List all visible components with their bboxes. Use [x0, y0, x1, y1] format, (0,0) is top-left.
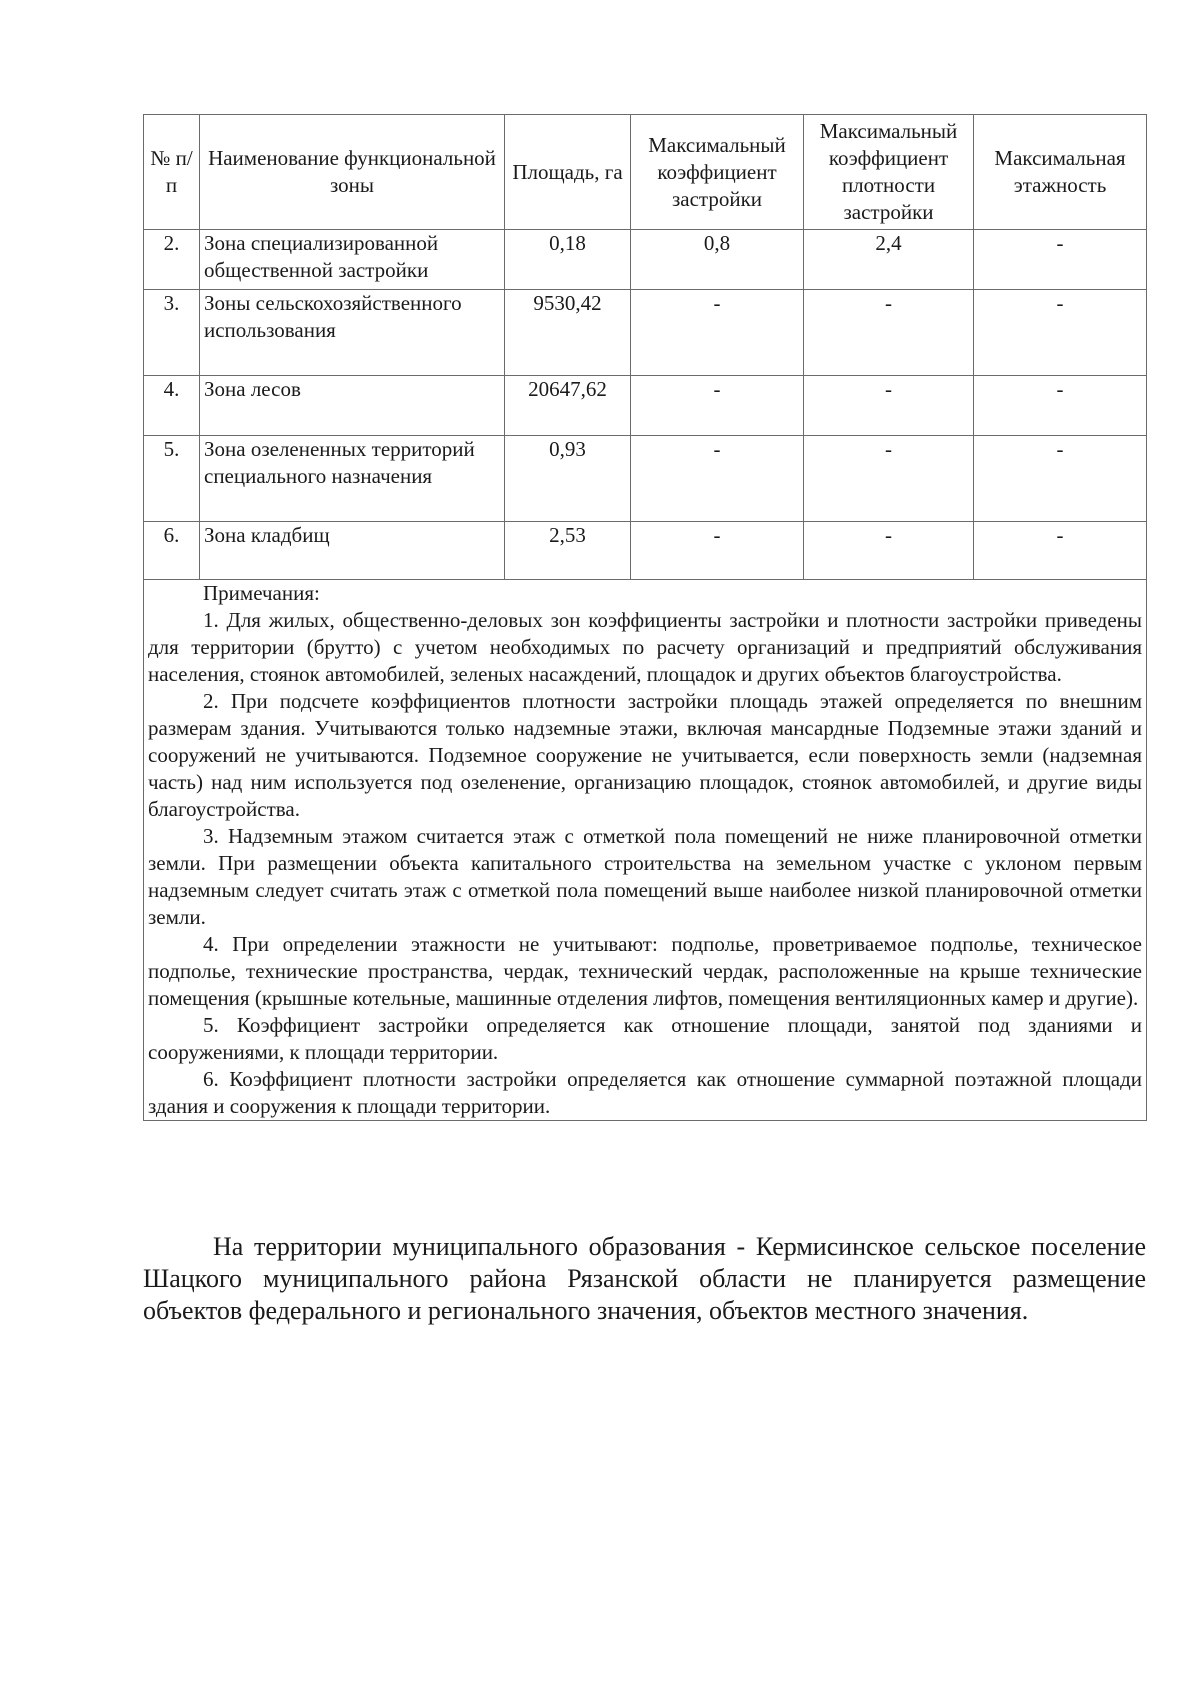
row-max-density: -	[804, 376, 974, 436]
note-item: 1. Для жилых, общественно-деловых зон коэффициенты застройки и плотности застройки приведены для территории (брутто) с учетом необходимых по расчету организаций и предприятий обслуживания населения, стоянок автомобилей, зеленых насаждений, площадок и других объектов благоустройства.	[148, 608, 1142, 686]
header-max-coverage: Максимальный коэффициент застройки	[631, 115, 804, 230]
note-item: 2. При подсчете коэффициентов плотности застройки площадь этажей определяется по внешним размерам здания. Учитываются только надземные этажи, включая мансардные Подземные этажи зданий и сооружений не учитываются. Подземное сооружение не учитывается, если поверхность земли (надземная часть) над ним используется под озеленение, организацию площадок, стоянок автомобилей, и другие виды благоустройства.	[148, 689, 1142, 821]
row-zone-name: Зона специализированной общественной застройки	[200, 230, 505, 290]
header-zone-name: Наименование функциональной зоны	[200, 115, 505, 230]
note-item: 3. Надземным этажом считается этаж с отметкой пола помещений не ниже планировочной отметки земли. При размещении объекта капитального строительства на земельном участке с уклоном первым надземным следует считать этаж с отметкой пола помещений выше наиболее низкой планировочной отметки земли.	[148, 824, 1142, 929]
header-num: № п/п	[144, 115, 200, 230]
row-max-density: -	[804, 436, 974, 522]
row-max-floors: -	[974, 436, 1147, 522]
zones-table	[143, 114, 1147, 1121]
header-max-floors: Максимальная этажность	[974, 115, 1147, 230]
row-area: 0,93	[505, 436, 631, 522]
notes-title: Примечания:	[203, 581, 320, 605]
row-max-coverage: -	[631, 522, 804, 580]
row-area: 0,18	[505, 230, 631, 290]
table-header-row	[144, 115, 1147, 230]
note-item: 5. Коэффициент застройки определяется как отношение площади, занятой под зданиями и сооружениями, к площади территории.	[148, 1013, 1142, 1064]
table-row	[144, 376, 1147, 436]
row-max-floors: -	[974, 376, 1147, 436]
row-max-floors: -	[974, 290, 1147, 376]
row-num: 3.	[144, 290, 200, 376]
row-num: 5.	[144, 436, 200, 522]
row-max-density: -	[804, 522, 974, 580]
row-max-coverage: -	[631, 436, 804, 522]
notes-cell	[144, 580, 1147, 1121]
row-zone-name: Зона кладбищ	[200, 522, 505, 580]
closing-paragraph: На территории муниципального образования - Кермисинское сельское поселение Шацкого муниципального района Рязанской области не планируется размещение объектов федерального и регионального значения, объектов местного значения.	[143, 1232, 1146, 1325]
table-row	[144, 290, 1147, 376]
row-zone-name: Зона лесов	[200, 376, 505, 436]
row-max-floors: -	[974, 522, 1147, 580]
header-max-density: Максимальный коэффициент плотности застройки	[804, 115, 974, 230]
row-area: 9530,42	[505, 290, 631, 376]
note-item: 6. Коэффициент плотности застройки определяется как отношение суммарной поэтажной площади здания и сооружения к площади территории.	[148, 1067, 1142, 1118]
row-zone-name: Зона озелененных территорий специального назначения	[200, 436, 505, 522]
row-num: 4.	[144, 376, 200, 436]
row-area: 2,53	[505, 522, 631, 580]
row-max-coverage: -	[631, 376, 804, 436]
table-row	[144, 230, 1147, 290]
note-item: 4. При определении этажности не учитывают: подполье, проветриваемое подполье, техническое подполье, технические пространства, чердак, технический чердак, расположенные на крыше технические помещения (крышные котельные, машинные отделения лифтов, помещения вентиляционных камер и другие).	[148, 932, 1142, 1010]
row-num: 2.	[144, 230, 200, 290]
notes-row	[144, 580, 1147, 1121]
row-area: 20647,62	[505, 376, 631, 436]
row-num: 6.	[144, 522, 200, 580]
row-zone-name: Зоны сельскохозяйственного использования	[200, 290, 505, 376]
header-area: Площадь, га	[505, 115, 631, 230]
row-max-coverage: -	[631, 290, 804, 376]
row-max-density: 2,4	[804, 230, 974, 290]
row-max-coverage: 0,8	[631, 230, 804, 290]
table-row	[144, 522, 1147, 580]
row-max-density: -	[804, 290, 974, 376]
table-row	[144, 436, 1147, 522]
row-max-floors: -	[974, 230, 1147, 290]
